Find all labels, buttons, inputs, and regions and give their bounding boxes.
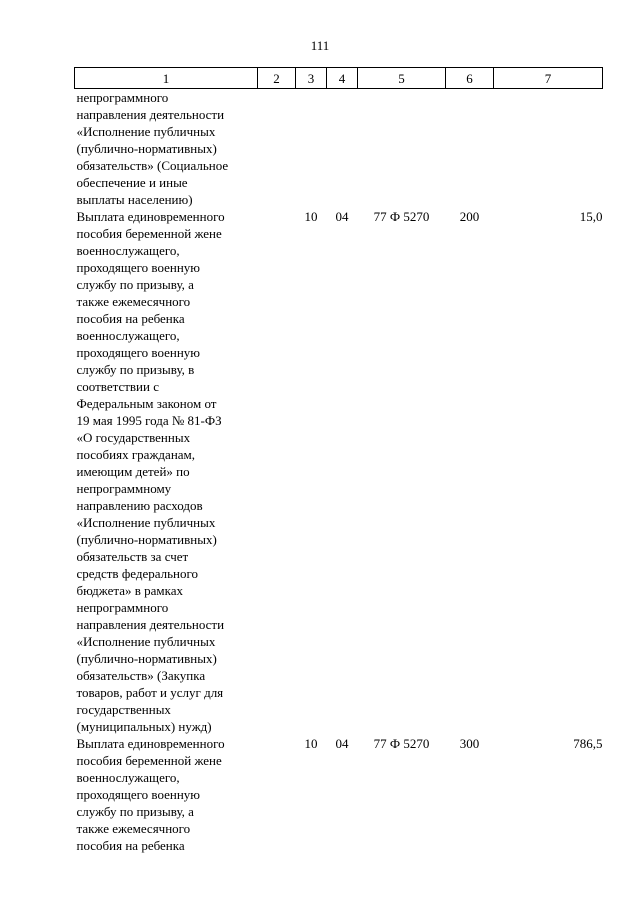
description-line: службу по призыву, а <box>76 804 194 819</box>
description-line: пособия на ребенка <box>76 311 185 326</box>
description-line: «Исполнение публичных <box>76 515 216 530</box>
cell-section: 10 <box>304 736 318 751</box>
description-line: (муниципальных) нужд) <box>76 719 212 734</box>
cell-col-2 <box>258 208 296 735</box>
header-col-2: 2 <box>258 68 296 89</box>
table-body <box>75 89 603 855</box>
description-line: также ежемесячного <box>76 821 191 836</box>
description-line: товаров, работ и услуг для <box>76 685 224 700</box>
description-line: Выплата единовременного <box>76 736 225 751</box>
header-col-6: 6 <box>446 68 494 89</box>
cell-section: 10 <box>304 209 318 224</box>
description-line: имеющим детей» по <box>76 464 190 479</box>
description-line: «Исполнение публичных <box>76 124 216 139</box>
description-line: обязательств» (Закупка <box>76 668 206 683</box>
cell-subsection: 04 <box>335 209 349 224</box>
description-line: «Исполнение публичных <box>76 634 216 649</box>
description-line: соответствии с <box>76 379 159 394</box>
description-line: пособиях гражданам, <box>76 447 196 462</box>
cell-amount: 15,0 <box>579 209 603 224</box>
cell-section <box>296 89 327 209</box>
description-line: бюджета» в рамках <box>76 583 183 598</box>
row-description <box>75 735 258 854</box>
table-row <box>75 735 603 854</box>
description-line: службу по призыву, а <box>76 277 194 292</box>
description-line: непрограммного <box>76 600 169 615</box>
header-col-4: 4 <box>327 68 358 89</box>
cell-expense-type <box>446 89 494 209</box>
description-line: проходящего военную <box>76 345 200 360</box>
description-line: Федеральным законом от <box>76 396 217 411</box>
description-line: 19 мая 1995 года № 81-ФЗ <box>76 413 222 428</box>
description-line: средств федерального <box>76 566 198 581</box>
table-row <box>75 89 603 209</box>
header-col-1: 1 <box>75 68 258 89</box>
table-row <box>75 208 603 735</box>
description-line: направления деятельности <box>76 617 225 632</box>
budget-table <box>74 67 603 854</box>
cell-subsection <box>327 89 358 209</box>
header-col-5: 5 <box>358 68 446 89</box>
description-line: пособия беременной жене <box>76 753 222 768</box>
description-line: проходящего военную <box>76 260 200 275</box>
description-line: обеспечение и иные <box>76 175 188 190</box>
cell-amount <box>494 89 603 209</box>
description-line: (публично-нормативных) <box>76 651 217 666</box>
cell-target-article <box>358 89 446 209</box>
description-line: (публично-нормативных) <box>76 532 217 547</box>
description-line: «О государственных <box>76 430 191 445</box>
description-line: выплаты населению) <box>76 192 193 207</box>
description-line: обязательств» (Социальное <box>76 158 229 173</box>
page-number: 111 <box>310 38 330 53</box>
description-line: обязательств за счет <box>76 549 189 564</box>
description-line: Выплата единовременного <box>76 209 225 224</box>
cell-amount: 786,5 <box>573 736 603 751</box>
description-line: направлению расходов <box>76 498 203 513</box>
description-line: непрограммному <box>76 481 172 496</box>
description-line: направления деятельности <box>76 107 225 122</box>
header-row <box>75 68 603 89</box>
cell-col-2 <box>258 89 296 209</box>
cell-expense-type: 300 <box>459 736 480 751</box>
cell-col-2 <box>258 735 296 854</box>
description-line: также ежемесячного <box>76 294 191 309</box>
header-col-3: 3 <box>296 68 327 89</box>
description-line: непрограммного <box>76 90 169 105</box>
cell-target-article: 77 Ф 5270 <box>373 209 430 224</box>
description-line: военнослужащего, <box>76 770 180 785</box>
description-line: проходящего военную <box>76 787 200 802</box>
row-description <box>75 89 258 209</box>
description-line: службу по призыву, в <box>76 362 195 377</box>
description-line: пособия беременной жене <box>76 226 222 241</box>
row-description <box>75 208 258 735</box>
cell-subsection: 04 <box>335 736 349 751</box>
description-line: военнослужащего, <box>76 328 180 343</box>
description-line: пособия на ребенка <box>76 838 185 853</box>
header-col-7: 7 <box>494 68 603 89</box>
cell-expense-type: 200 <box>459 209 480 224</box>
cell-target-article: 77 Ф 5270 <box>373 736 430 751</box>
description-line: государственных <box>76 702 171 717</box>
description-line: военнослужащего, <box>76 243 180 258</box>
description-line: (публично-нормативных) <box>76 141 217 156</box>
